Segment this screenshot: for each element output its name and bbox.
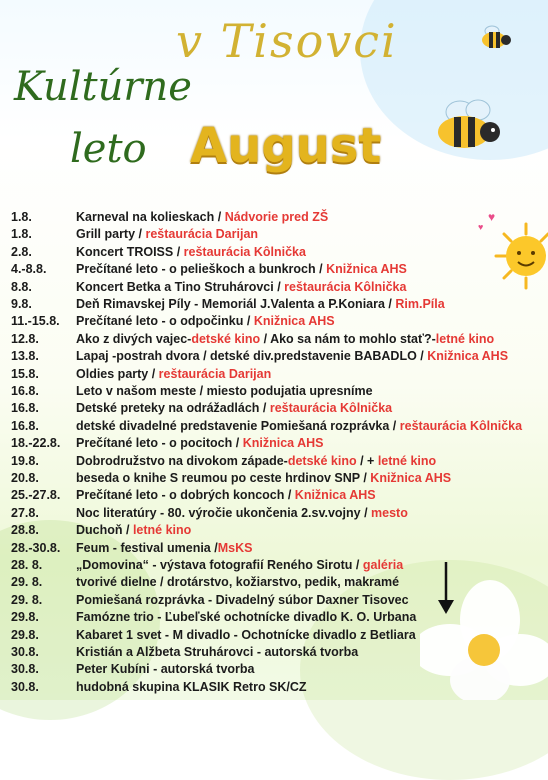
event-description (76, 260, 407, 278)
event-text: tvorivé dielne / drotárstvo, kožiarstvo, pedik, makramé (76, 575, 400, 590)
event-venue: reštaurácia Darijan (158, 366, 272, 381)
event-description (76, 399, 392, 417)
event-description (76, 556, 403, 574)
event-text: detské divadelné predstavenie Pomiešaná rozprávka / (76, 418, 400, 433)
event-text: Ako z divých vajec- (76, 331, 192, 346)
arrow-down-icon (436, 560, 456, 616)
event-date: 30.8. (11, 645, 39, 659)
event-venue: Knižnica AHS (294, 488, 376, 503)
event-venue: letné kino (132, 523, 192, 538)
event-description (76, 417, 522, 435)
event-description (76, 521, 191, 539)
event-description (76, 243, 306, 261)
event-description (76, 626, 416, 644)
event-text: / + (356, 453, 378, 468)
event-text: Oldies party / (76, 366, 159, 381)
event-description (76, 452, 436, 470)
event-text: Duchoň / (76, 523, 133, 538)
event-date: 12.8. (11, 331, 39, 346)
event-description (76, 365, 271, 383)
heart-icon: ♥ (478, 222, 484, 232)
event-venue: reštaurácia Kôlnička (183, 244, 306, 259)
event-description (76, 539, 252, 557)
event-text: Peter Kubíni - autorská tvorba (76, 662, 255, 677)
festival-title-line1: Kultúrne (14, 64, 192, 110)
event-venue: Knižnica AHS (242, 436, 324, 451)
location-title: v Tisovci (176, 14, 398, 68)
event-venue: Rim.Píla (395, 297, 445, 311)
event-venue: Knižnica AHS (253, 314, 335, 329)
event-date: 25.-27.8. (11, 488, 61, 503)
event-date: 9.8. (11, 297, 32, 311)
event-description (76, 312, 335, 330)
event-text: „Domovina“ - výstava fotografií Reného Sirotu / (76, 558, 363, 572)
event-description (76, 678, 307, 696)
event-venue: Knižnica AHS (326, 262, 407, 277)
event-text: Famózne trio - Ľubeľské ochotnícke divadlo K. O. Urbana (76, 610, 417, 625)
event-description (76, 608, 416, 626)
event-date: 16.8. (11, 384, 39, 398)
event-date: 29.8. (11, 627, 39, 642)
event-venue: detské kino (287, 453, 357, 468)
event-description (76, 434, 324, 452)
event-description (76, 225, 258, 243)
event-date: 30.8. (11, 662, 39, 677)
event-description (76, 382, 373, 400)
event-date: 13.8. (11, 349, 39, 364)
event-date: 8.8. (11, 279, 32, 294)
event-description (76, 469, 451, 487)
event-venue: reštaurácia Kôlnička (269, 401, 393, 416)
event-description (76, 295, 445, 313)
event-description (76, 486, 376, 504)
event-date: 28.-30.8. (11, 540, 61, 555)
bee-icon (430, 98, 502, 154)
event-venue: Nádvorie pred ZŠ (224, 210, 329, 224)
event-venue: galéria (362, 558, 404, 572)
event-description (76, 208, 328, 226)
event-venue: reštaurácia Kôlnička (284, 279, 407, 294)
event-venue: MsKS (217, 540, 253, 555)
sun-icon (494, 222, 548, 292)
event-date: 28.8. (11, 523, 39, 538)
event-text: Noc literatúry - 80. výročie ukončenia 2.sv.vojny / (76, 505, 372, 520)
event-text: Kristián a Alžbeta Struhárovci - autorská tvorba (76, 645, 359, 659)
festival-title-line2: leto (70, 126, 147, 172)
event-text: Prečítané leto - o dobrých koncoch / (76, 488, 295, 503)
event-text: hudobná skupina KLASIK Retro SK/CZ (76, 679, 307, 694)
event-text: Prečítané leto - o pocitoch / (76, 436, 243, 451)
event-date: 11.-15.8. (11, 314, 60, 329)
event-description (76, 278, 406, 296)
event-description (76, 330, 494, 348)
event-venue: letné kino (377, 453, 437, 468)
event-description (76, 573, 399, 591)
event-venue: Knižnica AHS (370, 471, 452, 485)
event-text: Koncert Betka a Tino Struhárovci / (76, 279, 285, 294)
event-text: Deň Rimavskej Píly - Memoriál J.Valenta a P.Koniara / (76, 297, 396, 311)
event-date: 20.8. (11, 471, 39, 485)
event-date: 19.8. (11, 453, 39, 468)
event-text: beseda o knihe S reumou po ceste hrdinov SNP / (76, 471, 371, 485)
event-text: Kabaret 1 svet - M divadlo - Ochotnícke divadlo z Betliara (76, 627, 416, 642)
event-date: 16.8. (11, 401, 39, 416)
event-date: 29. 8. (11, 592, 43, 607)
event-date: 30.8. (11, 679, 39, 694)
event-text: Feum - festival umenia / (76, 540, 218, 555)
event-text: Prečítané leto - o odpočinku / (76, 314, 254, 329)
event-text: / Ako sa nám to mohlo stať?- (260, 331, 436, 346)
event-venue: reštaurácia Kôlnička (399, 418, 523, 433)
event-date: 18.-22.8. (11, 436, 61, 451)
event-date: 4.-8.8. (11, 262, 47, 277)
event-date: 1.8. (11, 227, 32, 242)
event-date: 15.8. (11, 366, 39, 381)
event-text: Karneval na kolieskach / (76, 210, 225, 224)
event-date: 2.8. (11, 244, 32, 259)
event-venue: detské kino (191, 331, 261, 346)
event-venue: mesto (371, 505, 408, 520)
event-text: Pomiešaná rozprávka - Divadelný súbor Daxner Tisovec (76, 592, 409, 607)
event-description (76, 347, 508, 365)
event-text: Koncert TROISS / (76, 244, 184, 259)
bee-icon (478, 24, 512, 50)
event-text: Lapaj -postrah dvora / detské div.predstavenie BABADLO / (76, 349, 428, 364)
event-date: 29.8. (11, 610, 39, 625)
event-date: 28. 8. (11, 558, 43, 572)
event-text: Dobrodružstvo na divokom západe- (76, 453, 288, 468)
event-date: 29. 8. (11, 575, 43, 590)
event-date: 16.8. (11, 418, 39, 433)
month-title: August (190, 118, 382, 174)
event-text: Leto v našom meste / miesto podujatia upresníme (76, 384, 373, 398)
event-date: 1.8. (11, 210, 32, 224)
event-venue: Knižnica AHS (427, 349, 509, 364)
event-text: Detské preteky na odrážadlách / (76, 401, 270, 416)
event-venue: letné kino (435, 331, 495, 346)
event-description (76, 660, 255, 678)
event-text: Grill party / (76, 227, 146, 242)
event-venue: reštaurácia Darijan (145, 227, 259, 242)
event-description (76, 504, 408, 522)
event-description (76, 591, 409, 609)
event-description (76, 643, 358, 661)
heart-icon: ♥ (488, 210, 496, 224)
event-text: Prečítané leto - o pelieškoch a bunkroch / (76, 262, 327, 277)
event-date: 27.8. (11, 505, 39, 520)
